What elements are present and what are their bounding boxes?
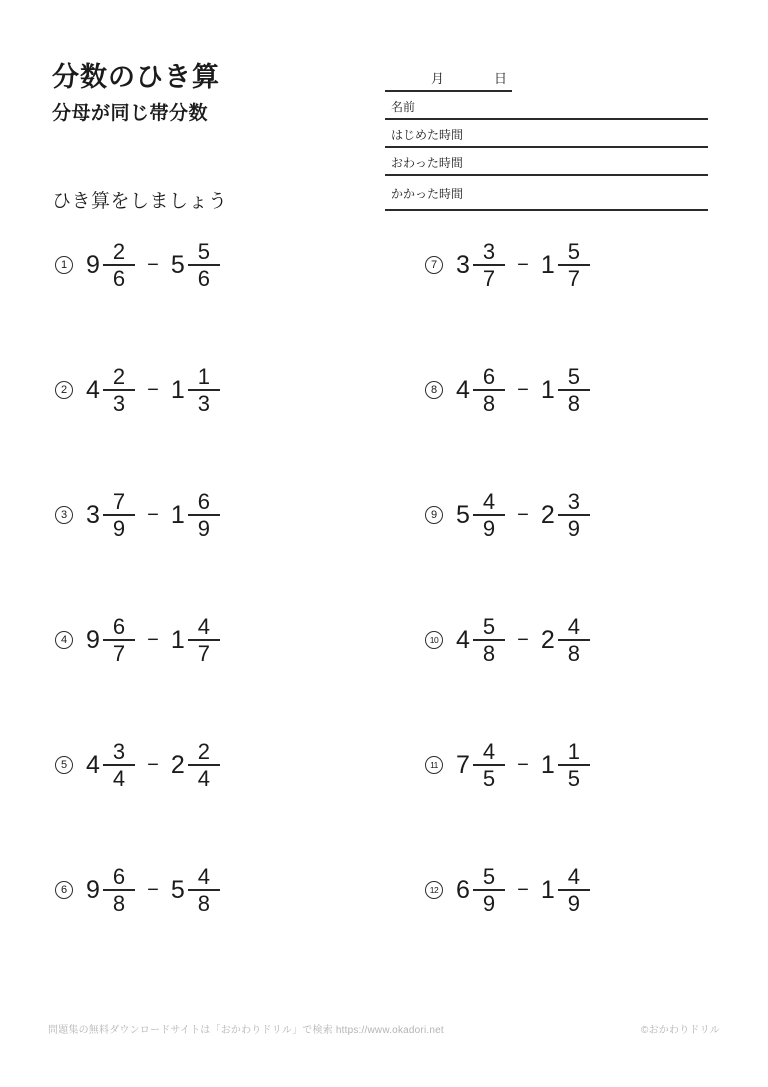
elapsed-time-field-row — [385, 176, 708, 211]
minuend-fraction — [103, 614, 135, 666]
problem-row — [55, 486, 425, 544]
minuend-numerator: 7 — [112, 489, 126, 514]
minuend-whole-number: 6 — [456, 875, 470, 904]
subtrahend-fraction — [558, 239, 590, 291]
minuend-whole-number: 9 — [86, 875, 100, 904]
minuend-fraction — [473, 739, 505, 791]
minus-operator: − — [517, 878, 529, 901]
end-time-label: おわった時間 — [391, 156, 463, 170]
elapsed-time-label: かかった時間 — [391, 187, 464, 201]
problem-number-badge: 11 — [425, 756, 443, 774]
problem-number-badge: 7 — [425, 256, 443, 274]
problem-row — [55, 611, 425, 669]
subtrahend-fraction — [188, 489, 220, 541]
problem-number-badge: 1 — [55, 256, 73, 274]
subtrahend-numerator: 5 — [197, 239, 210, 264]
minuend-denominator: 7 — [482, 266, 496, 291]
subtrahend-numerator: 5 — [567, 364, 580, 389]
problem-row — [55, 736, 425, 794]
minuend-whole-number: 4 — [86, 750, 100, 779]
minuend-numerator: 2 — [112, 364, 126, 389]
subtrahend-denominator: 9 — [197, 516, 210, 541]
subtrahend-fraction — [558, 364, 590, 416]
problem-number-badge: 4 — [55, 631, 73, 649]
subtrahend-fraction — [558, 864, 590, 916]
subtrahend-whole-number: 2 — [540, 625, 555, 654]
month-label: 月 — [431, 71, 445, 86]
minuend-denominator: 9 — [112, 516, 126, 541]
subtrahend-whole-number: 1 — [170, 375, 185, 404]
subtrahend-numerator: 4 — [197, 864, 210, 889]
subtrahend-numerator: 4 — [567, 864, 580, 889]
minuend-fraction — [103, 239, 135, 291]
minus-operator: − — [517, 253, 529, 276]
minus-operator: − — [147, 253, 159, 276]
minuend-whole-number: 4 — [86, 375, 100, 404]
minus-operator: − — [147, 753, 159, 776]
minuend-fraction — [473, 614, 505, 666]
minuend-fraction — [103, 489, 135, 541]
info-panel — [385, 60, 708, 211]
subtrahend-numerator: 1 — [197, 364, 210, 389]
minuend-whole-number: 4 — [456, 375, 470, 404]
minuend-denominator: 7 — [112, 641, 126, 666]
subtrahend-fraction — [188, 364, 220, 416]
end-time-field-row — [385, 148, 708, 176]
name-label: 名前 — [391, 100, 416, 114]
subtrahend-whole-number: 5 — [170, 250, 185, 279]
problem-row — [425, 486, 708, 544]
subtrahend-numerator: 1 — [567, 739, 580, 764]
subtrahend-fraction — [558, 739, 590, 791]
minuend-whole-number: 5 — [456, 500, 470, 529]
subtrahend-whole-number: 1 — [540, 750, 555, 779]
start-time-label: はじめた時間 — [391, 128, 464, 142]
subtrahend-whole-number: 1 — [540, 250, 555, 279]
minuend-fraction — [473, 864, 505, 916]
subtrahend-numerator: 6 — [197, 489, 210, 514]
subtrahend-denominator: 8 — [567, 391, 580, 416]
subtrahend-numerator: 3 — [567, 489, 580, 514]
minuend-numerator: 4 — [482, 489, 496, 514]
subtrahend-numerator: 4 — [567, 614, 580, 639]
minuend-numerator: 6 — [482, 364, 496, 389]
minuend-denominator: 8 — [482, 391, 496, 416]
subtrahend-numerator: 5 — [567, 239, 580, 264]
problem-number-badge: 10 — [425, 631, 443, 649]
minus-operator: − — [517, 628, 529, 651]
minuend-numerator: 2 — [112, 239, 126, 264]
problems-grid — [55, 236, 708, 986]
minus-operator: − — [147, 878, 159, 901]
minuend-denominator: 3 — [112, 391, 126, 416]
minuend-whole-number: 9 — [86, 250, 100, 279]
problem-row — [55, 861, 425, 919]
subtrahend-fraction — [188, 739, 220, 791]
minuend-whole-number: 3 — [456, 250, 470, 279]
problem-number-badge: 9 — [425, 506, 443, 524]
minuend-numerator: 6 — [112, 864, 126, 889]
subtrahend-fraction — [188, 239, 220, 291]
minuend-numerator: 6 — [112, 614, 126, 639]
page-title: 分数のひき算 — [52, 62, 220, 92]
subtrahend-denominator: 8 — [567, 641, 580, 666]
minus-operator: − — [147, 378, 159, 401]
problem-row — [55, 236, 425, 294]
subtrahend-denominator: 3 — [197, 391, 210, 416]
subtrahend-denominator: 9 — [567, 891, 580, 916]
problem-row — [425, 236, 708, 294]
date-row — [385, 60, 512, 92]
problem-row — [425, 736, 708, 794]
minus-operator: − — [517, 503, 529, 526]
day-label: 日 — [494, 71, 508, 86]
minuend-whole-number: 3 — [86, 500, 100, 529]
minuend-denominator: 9 — [482, 516, 496, 541]
minuend-whole-number: 7 — [456, 750, 470, 779]
minus-operator: − — [517, 378, 529, 401]
subtrahend-whole-number: 5 — [170, 875, 185, 904]
footer-credit-right: ©おかわりドリル — [641, 1025, 720, 1036]
subtrahend-fraction — [188, 864, 220, 916]
minuend-fraction — [103, 864, 135, 916]
problem-number-badge: 6 — [55, 881, 73, 899]
subtrahend-denominator: 9 — [567, 516, 580, 541]
problem-number-badge: 5 — [55, 756, 73, 774]
minuend-whole-number: 4 — [456, 625, 470, 654]
minuend-fraction — [473, 364, 505, 416]
problem-number-badge: 2 — [55, 381, 73, 399]
minuend-numerator: 4 — [482, 739, 496, 764]
subtrahend-whole-number: 1 — [540, 875, 555, 904]
problem-row — [425, 361, 708, 419]
problem-number-badge: 8 — [425, 381, 443, 399]
minus-operator: − — [517, 753, 529, 776]
subtrahend-whole-number: 1 — [170, 500, 185, 529]
minus-operator: − — [147, 628, 159, 651]
subtrahend-numerator: 2 — [197, 739, 210, 764]
name-field-row — [385, 92, 708, 120]
minuend-fraction — [473, 239, 505, 291]
minuend-denominator: 5 — [482, 766, 496, 791]
subtrahend-fraction — [558, 489, 590, 541]
page-subtitle: 分母が同じ帯分数 — [52, 103, 209, 124]
problem-number-badge: 12 — [425, 881, 443, 899]
minuend-numerator: 5 — [482, 614, 496, 639]
problem-number-badge: 3 — [55, 506, 73, 524]
minuend-denominator: 4 — [112, 766, 126, 791]
minuend-fraction — [103, 364, 135, 416]
minuend-numerator: 5 — [482, 864, 496, 889]
subtrahend-fraction — [558, 614, 590, 666]
subtrahend-denominator: 6 — [197, 266, 210, 291]
minuend-whole-number: 9 — [86, 625, 100, 654]
subtrahend-denominator: 5 — [567, 766, 580, 791]
minuend-numerator: 3 — [482, 239, 496, 264]
minuend-fraction — [473, 489, 505, 541]
subtrahend-denominator: 4 — [197, 766, 210, 791]
problem-row — [55, 361, 425, 419]
instruction-text: ひき算をしましょう — [52, 191, 228, 212]
subtrahend-whole-number: 1 — [170, 625, 185, 654]
minuend-numerator: 3 — [112, 739, 126, 764]
subtrahend-whole-number: 2 — [170, 750, 185, 779]
minuend-denominator: 8 — [112, 891, 126, 916]
minus-operator: − — [147, 503, 159, 526]
minuend-fraction — [103, 739, 135, 791]
subtrahend-whole-number: 1 — [540, 375, 555, 404]
problem-row — [425, 861, 708, 919]
subtrahend-denominator: 7 — [197, 641, 210, 666]
minuend-denominator: 6 — [112, 266, 126, 291]
subtrahend-numerator: 4 — [197, 614, 210, 639]
subtrahend-denominator: 7 — [567, 266, 580, 291]
subtrahend-fraction — [188, 614, 220, 666]
footer-credit-left: 問題集の無料ダウンロードサイトは「おかわりドリル」で検索 https://www.okadori.net — [48, 1025, 444, 1036]
subtrahend-denominator: 8 — [197, 891, 210, 916]
minuend-denominator: 9 — [482, 891, 496, 916]
subtrahend-whole-number: 2 — [540, 500, 555, 529]
start-time-field-row — [385, 120, 708, 148]
minuend-denominator: 8 — [482, 641, 496, 666]
problem-row — [425, 611, 708, 669]
